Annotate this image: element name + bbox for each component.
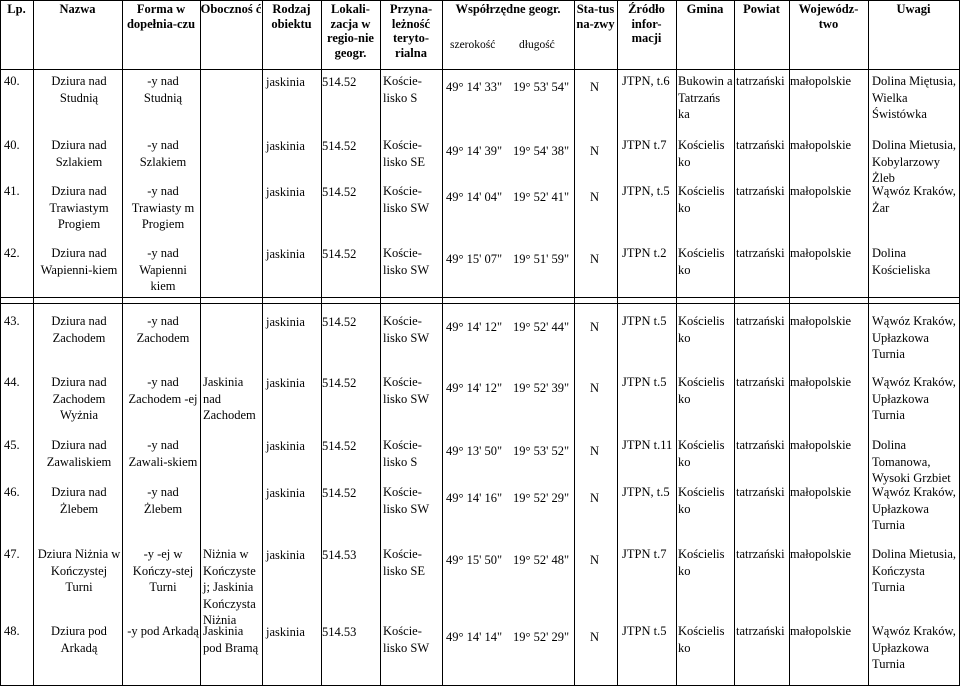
cell-uwagi: Wąwóz Kraków, Żar [872, 184, 956, 215]
cell-wojewodztwo: małopolskie [790, 624, 852, 638]
cell-lp: 40. [4, 74, 20, 88]
cell-rodzaj: jaskinia [266, 139, 305, 153]
cell-szerokosc: 49° 14' 16" [446, 491, 503, 505]
rule-break-bottom [0, 303, 960, 304]
rule-top [0, 0, 960, 1]
col-rule [442, 0, 443, 686]
cell-rodzaj: jaskinia [266, 75, 305, 89]
cell-lp: 46. [4, 485, 20, 499]
cell-powiat: tatrzański [736, 74, 785, 88]
cell-nazwa: Dziura nad Wapienni-kiem [40, 246, 118, 277]
cell-powiat: tatrzański [736, 184, 785, 198]
cell-nazwa: Dziura nad Szlakiem [51, 138, 107, 169]
cell-rodzaj: jaskinia [266, 625, 305, 639]
cell-status: N [590, 553, 600, 567]
cell-szerokosc: 49° 13' 50" [446, 444, 503, 458]
cell-przynaleznosc: Koście-lisko SE [383, 138, 426, 169]
cell-powiat: tatrzański [736, 375, 785, 389]
cell-przynaleznosc: Koście-lisko S [383, 438, 422, 469]
cell-nazwa: Dziura nad Studnią [51, 74, 107, 105]
col-rule [868, 0, 869, 686]
cell-lp: 45. [4, 438, 20, 452]
cell-forma: -y pod Arkadą [127, 624, 199, 638]
cell-dlugosc: 19° 51' 59" [513, 252, 570, 266]
cell-powiat: tatrzański [736, 314, 785, 328]
col-rule [321, 0, 322, 686]
cell-rodzaj: jaskinia [266, 185, 305, 199]
cell-lp: 43. [4, 314, 20, 328]
cell-obocznosc: Jaskinia nad Zachodem [203, 375, 256, 422]
cell-uwagi: Dolina Mietusia, Kończysta Turnia [872, 547, 957, 594]
cell-nazwa: Dziura nad Żlebem [51, 485, 107, 516]
cell-nazwa: Dziura Niżnia w Kończystej Turni [37, 547, 121, 594]
cell-przynaleznosc: Koście-lisko SW [383, 375, 430, 406]
cell-szerokosc: 49° 14' 12" [446, 320, 503, 334]
cell-forma: -y nad Wapienni kiem [139, 246, 187, 293]
cell-gmina: Bukowin a Tatrzańs ka [678, 74, 733, 121]
cell-szerokosc: 49° 14' 14" [446, 630, 503, 644]
cell-uwagi: Wąwóz Kraków, Upłazkowa Turnia [872, 375, 956, 422]
rule-break-top [0, 297, 960, 298]
cell-lokalizacja: 514.53 [322, 548, 357, 562]
cell-szerokosc: 49° 14' 04" [446, 190, 503, 204]
cell-wojewodztwo: małopolskie [790, 485, 852, 499]
col-rule [0, 0, 1, 686]
col-rule [574, 0, 575, 686]
cell-dlugosc: 19° 53' 52" [513, 444, 570, 458]
cell-forma: -y nad Zawali-skiem [128, 438, 198, 469]
cell-lp: 44. [4, 375, 20, 389]
header-dlugosc: długość [519, 39, 555, 51]
col-rule [122, 0, 123, 686]
cell-zrodlo: JTPN t.7 [622, 138, 667, 152]
cell-forma: -y -ej w Kończy-stej Turni [132, 547, 194, 594]
cell-status: N [590, 144, 600, 158]
cell-zrodlo: JTPN, t.6 [622, 74, 670, 88]
header-rodzaj: Rodzaj obiektu [271, 2, 312, 31]
cell-uwagi: Dolina Tomanowa, Wysoki Grzbiet [872, 438, 951, 485]
cell-wojewodztwo: małopolskie [790, 314, 852, 328]
cell-forma: -y nad Studnią [143, 74, 183, 105]
cell-forma: -y nad Zachodem [136, 314, 190, 345]
header-status: Sta-tus na-zwy [576, 2, 615, 31]
cell-lp: 42. [4, 246, 20, 260]
cell-status: N [590, 320, 600, 334]
cell-nazwa: Dziura nad Trawiastym Progiem [49, 184, 109, 231]
col-rule [676, 0, 677, 686]
col-rule [789, 0, 790, 686]
cell-dlugosc: 19° 52' 29" [513, 630, 570, 644]
cell-rodzaj: jaskinia [266, 439, 305, 453]
cell-zrodlo: JTPN t.5 [622, 375, 667, 389]
cell-przynaleznosc: Koście-lisko SW [383, 184, 430, 215]
cell-wojewodztwo: małopolskie [790, 375, 852, 389]
cell-nazwa: Dziura pod Arkadą [51, 624, 107, 655]
cell-gmina: Kościelis ko [678, 314, 725, 345]
header-forma: Forma w dopełnia-czu [126, 2, 196, 31]
cell-szerokosc: 49° 14' 33" [446, 80, 503, 94]
col-rule [33, 0, 34, 686]
cell-wojewodztwo: małopolskie [790, 438, 852, 452]
cell-status: N [590, 444, 600, 458]
cell-rodzaj: jaskinia [266, 548, 305, 562]
header-lp: Lp. [7, 2, 26, 16]
col-rule [380, 0, 381, 686]
cell-zrodlo: JTPN t.5 [622, 624, 667, 638]
cell-uwagi: Dolina Mietusia, Kobylarzowy Żleb [872, 138, 957, 185]
header-wspolrzedne: Współrzędne geogr. [455, 2, 561, 16]
cell-nazwa: Dziura nad Zawaliskiem [46, 438, 112, 469]
header-powiat: Powiat [743, 2, 780, 16]
cell-status: N [590, 491, 600, 505]
cell-gmina: Kościelis ko [678, 485, 725, 516]
cell-lokalizacja: 514.53 [322, 625, 357, 639]
cell-lokalizacja: 514.52 [322, 486, 357, 500]
cell-powiat: tatrzański [736, 547, 785, 561]
cell-szerokosc: 49° 14' 12" [446, 381, 503, 395]
cell-zrodlo: JTPN, t.5 [622, 485, 670, 499]
cell-przynaleznosc: Koście-lisko SW [383, 624, 430, 655]
cell-szerokosc: 49° 14' 39" [446, 144, 503, 158]
cell-nazwa: Dziura nad Zachodem [51, 314, 107, 345]
cell-lokalizacja: 514.52 [322, 439, 357, 453]
cell-lp: 47. [4, 547, 20, 561]
cell-rodzaj: jaskinia [266, 315, 305, 329]
header-gmina: Gmina [686, 2, 724, 16]
cell-lokalizacja: 514.52 [322, 247, 357, 261]
cell-status: N [590, 381, 600, 395]
cell-gmina: Kościelis ko [678, 547, 725, 578]
cell-wojewodztwo: małopolskie [790, 547, 852, 561]
cell-dlugosc: 19° 52' 39" [513, 381, 570, 395]
cell-szerokosc: 49° 15' 50" [446, 553, 503, 567]
cell-rodzaj: jaskinia [266, 247, 305, 261]
cell-gmina: Kościelis ko [678, 184, 725, 215]
cell-wojewodztwo: małopolskie [790, 74, 852, 88]
cell-dlugosc: 19° 52' 29" [513, 491, 570, 505]
cell-dlugosc: 19° 54' 38" [513, 144, 570, 158]
cell-forma: -y nad Zachodem -ej [128, 375, 198, 406]
cell-obocznosc: Jaskinia pod Bramą [203, 624, 259, 655]
cell-status: N [590, 630, 600, 644]
header-uwagi: Uwagi [896, 2, 931, 16]
cell-uwagi: Dolina Kościeliska [872, 246, 931, 277]
cell-lp: 40. [4, 138, 20, 152]
cell-zrodlo: JTPN t.5 [622, 314, 667, 328]
cell-gmina: Kościelis ko [678, 438, 725, 469]
col-rule [200, 0, 201, 686]
header-obocznosc: Obocznoś ć [200, 2, 262, 16]
cell-lokalizacja: 514.52 [322, 185, 357, 199]
header-wojewodztwo: Wojewódz-two [798, 2, 859, 31]
cell-wojewodztwo: małopolskie [790, 138, 852, 152]
cell-zrodlo: JTPN, t.5 [622, 184, 670, 198]
header-nazwa: Nazwa [59, 2, 96, 16]
cell-lokalizacja: 514.52 [322, 75, 357, 89]
cell-przynaleznosc: Koście-lisko SW [383, 485, 430, 516]
col-rule [262, 0, 263, 686]
rule-header [0, 69, 960, 70]
cell-forma: -y nad Trawiasty m Progiem [131, 184, 195, 231]
cell-powiat: tatrzański [736, 138, 785, 152]
header-szerokosc: szerokość [450, 39, 496, 51]
cell-forma: -y nad Żlebem [143, 485, 183, 516]
cell-lokalizacja: 514.52 [322, 376, 357, 390]
cell-wojewodztwo: małopolskie [790, 184, 852, 198]
cell-lp: 48. [4, 624, 20, 638]
cell-status: N [590, 190, 600, 204]
cell-wojewodztwo: małopolskie [790, 246, 852, 260]
cell-powiat: tatrzański [736, 438, 785, 452]
header-przynaleznosc: Przyna-leżność teryto-rialna [389, 2, 433, 60]
cell-powiat: tatrzański [736, 246, 785, 260]
cell-uwagi: Wąwóz Kraków, Upłazkowa Turnia [872, 314, 956, 361]
cell-gmina: Kościelis ko [678, 375, 725, 406]
cell-zrodlo: JTPN t.7 [622, 547, 667, 561]
cell-zrodlo: JTPN t.2 [622, 246, 667, 260]
cell-dlugosc: 19° 52' 41" [513, 190, 570, 204]
header-lokalizacja: Lokali-zacja w regio-nie geogr. [327, 2, 374, 60]
cell-powiat: tatrzański [736, 624, 785, 638]
cell-dlugosc: 19° 52' 48" [513, 553, 570, 567]
cell-zrodlo: JTPN t.11 [622, 438, 673, 452]
cell-forma: -y nad Szlakiem [139, 138, 187, 169]
col-rule [617, 0, 618, 686]
cell-szerokosc: 49° 15' 07" [446, 252, 503, 266]
cell-dlugosc: 19° 53' 54" [513, 80, 570, 94]
cell-gmina: Kościelis ko [678, 138, 725, 169]
cell-powiat: tatrzański [736, 485, 785, 499]
cell-status: N [590, 80, 600, 94]
cell-przynaleznosc: Koście-lisko SW [383, 314, 430, 345]
cell-rodzaj: jaskinia [266, 486, 305, 500]
cell-rodzaj: jaskinia [266, 376, 305, 390]
cell-nazwa: Dziura nad Zachodem Wyżnia [51, 375, 107, 422]
cell-lokalizacja: 514.52 [322, 315, 357, 329]
cell-uwagi: Wąwóz Kraków, Upłazkowa Turnia [872, 485, 956, 532]
cell-lp: 41. [4, 184, 20, 198]
cell-lokalizacja: 514.52 [322, 139, 357, 153]
cell-gmina: Kościelis ko [678, 246, 725, 277]
cell-przynaleznosc: Koście-lisko S [383, 74, 422, 105]
header-zrodlo: Źródło infor-macji [628, 2, 665, 45]
cell-uwagi: Dolina Miętusia, Wielka Świstówka [872, 74, 957, 121]
cell-status: N [590, 252, 600, 266]
cell-przynaleznosc: Koście-lisko SW [383, 246, 430, 277]
cell-gmina: Kościelis ko [678, 624, 725, 655]
cell-obocznosc: Niżnia w Kończyste j; Jaskinia Kończysta Niżnia [203, 547, 256, 627]
cell-przynaleznosc: Koście-lisko SE [383, 547, 426, 578]
col-rule [734, 0, 735, 686]
cell-uwagi: Wąwóz Kraków, Upłazkowa Turnia [872, 624, 956, 671]
cell-dlugosc: 19° 52' 44" [513, 320, 570, 334]
